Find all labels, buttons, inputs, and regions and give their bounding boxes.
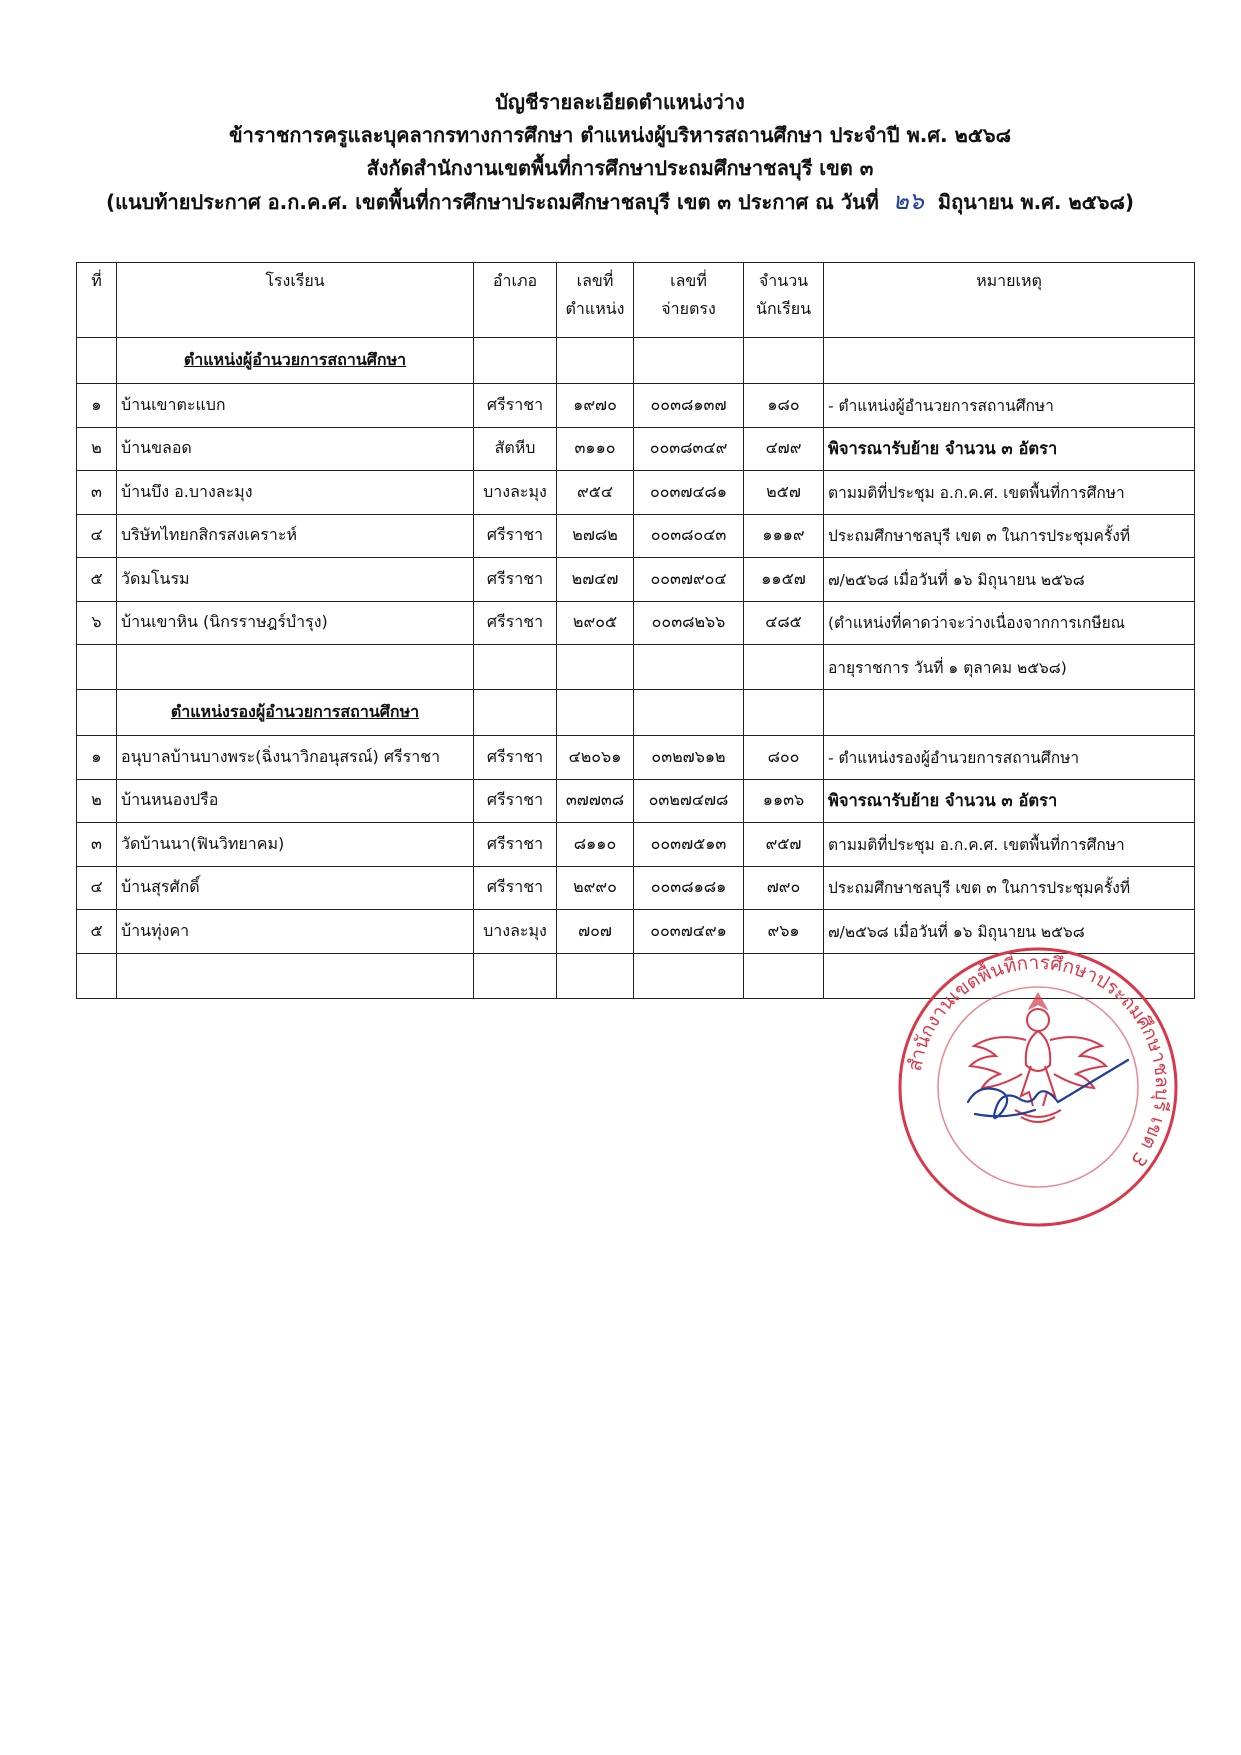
- title-line-4: [70, 185, 1170, 219]
- handwritten-day: ๒๖: [892, 187, 924, 215]
- announcement-prefix: (แนบท้ายประกาศ อ.ก.ค.ศ. เขตพื้นที่การศึกษาประถมศึกษาชลบุรี เขต ๓ ประกาศ ณ วันที่: [105, 190, 879, 214]
- table-row: ๑ อนุบาลบ้านบางพระ(ฉิ่งนาวิกอนุสรณ์) ศรีราชา ศรีราชา ๔๒๐๖๑ ๐๓๒๗๖๑๒ ๘๐๐ - ตำแหน่งรองผู้อำนวยการสถานศึกษา: [77, 736, 1195, 780]
- table-row: ๔ บ้านสุรศักดิ์ ศรีราชา ๒๙๙๐ ๐๐๓๘๑๘๑ ๗๙๐ ประถมศึกษาชลบุรี เขต ๓ ในการประชุมครั้งที่: [77, 866, 1195, 910]
- announcement-suffix: มิถุนายน พ.ศ. ๒๕๖๘): [937, 190, 1135, 214]
- table-row: ๒ บ้านหนองปรือ ศรีราชา ๓๗๗๓๘ ๐๓๒๗๔๗๘ ๑๑๓๖ พิจารณารับย้าย จำนวน ๓ อัตรา: [77, 779, 1195, 823]
- table-row: ๓ บ้านบึง อ.บางละมุง บางละมุง ๙๕๔ ๐๐๓๗๔๘๑ ๒๕๗ ตามมติที่ประชุม อ.ก.ค.ศ. เขตพื้นที่การศึกษา: [77, 471, 1195, 515]
- seal-inner-ring: [938, 987, 1138, 1187]
- table-row: ๓ วัดบ้านนา(ฟินวิทยาคม) ศรีราชา ๘๑๑๐ ๐๐๓๗๕๑๓ ๙๕๗ ตามมติที่ประชุม อ.ก.ค.ศ. เขตพื้นที่การศึกษา: [77, 823, 1195, 867]
- table-row: ๖ บ้านเขาหิน (นิกรราษฎร์บำรุง) ศรีราชา ๒๙๐๕ ๐๐๓๘๒๖๖ ๔๘๕ (ตำแหน่งที่คาดว่าจะว่างเนื่องจากการเกษียณ: [77, 601, 1195, 645]
- col-students-header: จำนวน นักเรียน: [744, 263, 824, 338]
- vacancy-table: [76, 262, 1195, 999]
- section-row-director: [77, 338, 1195, 384]
- table-row-remark-continuation: อายุราชการ วันที่ ๑ ตุลาคม ๒๕๖๘): [77, 645, 1195, 690]
- title-line-3: สังกัดสำนักงานเขตพื้นที่การศึกษาประถมศึกษาชลบุรี เขต ๓: [366, 156, 874, 180]
- title-line-2: ข้าราชการครูและบุคลากรทางการศึกษา ตำแหน่งผู้บริหารสถานศึกษา ประจำปี พ.ศ. ๒๕๖๘: [228, 123, 1012, 147]
- section-title-deputy: ตำแหน่งรองผู้อำนวยการสถานศึกษา: [170, 702, 420, 721]
- col-no-header: ที่: [77, 263, 117, 338]
- seal-ring-text: สำนักงานเขตพื้นที่การศึกษาประถมศึกษาชลบุรี เขต 3: [903, 951, 1174, 1171]
- table-row: ๕ วัดมโนรม ศรีราชา ๒๗๔๗ ๐๐๓๗๙๐๔ ๑๑๕๗ ๗/๒๕๖๘ เมื่อวันที่ ๑๖ มิถุนายน ๒๕๖๘: [77, 558, 1195, 602]
- official-seal: [893, 942, 1183, 1232]
- signature-icon: [968, 1060, 1128, 1118]
- seal-outer-ring: [900, 949, 1176, 1225]
- col-district-header: อำเภอ: [474, 263, 557, 338]
- table-row: ๔ บริษัทไทยกสิกรสงเคราะห์ ศรีราชา ๒๗๘๒ ๐๐๓๘๐๔๓ ๑๑๑๙ ประถมศึกษาชลบุรี เขต ๓ ในการประชุมครั้งที่: [77, 514, 1195, 558]
- table-row: ๕ บ้านทุ่งคา บางละมุง ๗๐๗ ๐๐๓๗๔๙๑ ๙๖๑ ๗/๒๕๖๘ เมื่อวันที่ ๑๖ มิถุนายน ๒๕๖๘: [77, 910, 1195, 954]
- col-position-no-header: เลขที่ ตำแหน่ง: [557, 263, 634, 338]
- table-row: ๑ บ้านเขาตะแบก ศรีราชา ๑๙๗๐ ๐๐๓๘๑๓๗ ๑๘๐ - ตำแหน่งผู้อำนวยการสถานศึกษา: [77, 384, 1195, 428]
- title-line-1: บัญชีรายละเอียดตำแหน่งว่าง: [495, 90, 745, 114]
- table-row: ๒ บ้านขลอด สัตหีบ ๓๑๑๐ ๐๐๓๘๓๔๙ ๔๗๙ พิจารณารับย้าย จำนวน ๓ อัตรา: [77, 427, 1195, 471]
- col-school-header: โรงเรียน: [117, 263, 474, 338]
- section-row-deputy: [77, 690, 1195, 736]
- document-header: [70, 86, 1170, 219]
- garuda-emblem-icon: [970, 994, 1106, 1122]
- col-remarks-header: หมายเหตุ: [824, 263, 1195, 338]
- section-title-director: ตำแหน่งผู้อำนวยการสถานศึกษา: [183, 350, 407, 369]
- col-pay-no-header: เลขที่ จ่ายตรง: [634, 263, 744, 338]
- table-header-row: [77, 263, 1195, 338]
